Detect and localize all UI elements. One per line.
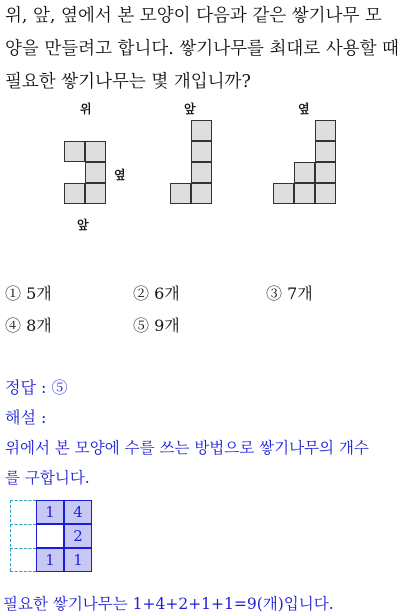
cube-cell: [191, 183, 212, 204]
choice-5[interactable]: [133, 313, 180, 336]
choice-4-mark: ④: [5, 316, 22, 335]
choice-1[interactable]: [5, 281, 52, 304]
cube-cell: [191, 141, 212, 162]
choice-4[interactable]: [5, 313, 52, 336]
explanation-line-1: 위에서 본 모양에 수를 쓰는 방법으로 쌓기나무의 개수: [5, 439, 369, 457]
choice-1-text: 5개: [26, 284, 52, 303]
grid-cell: 1: [36, 500, 64, 524]
dashed-line: [10, 548, 36, 549]
choice-5-text: 9개: [154, 316, 180, 335]
choice-5-mark: ⑤: [133, 316, 150, 335]
dashed-line: [10, 500, 11, 571]
cube-cell: [273, 183, 294, 204]
question-line-2: 양을 만들려고 합니다. 쌓기나무를 최대로 사용할 때: [5, 39, 399, 59]
top-view-front-label: 앞: [77, 218, 89, 232]
dashed-line: [10, 571, 36, 572]
grid-cell: 4: [64, 500, 92, 524]
choice-3[interactable]: [266, 281, 313, 304]
cube-cell: [294, 162, 315, 183]
explanation-label: 해설 :: [5, 408, 47, 427]
answer-line: [5, 375, 68, 398]
side-view-title: 옆: [298, 102, 310, 116]
question-line-1: 위, 앞, 옆에서 본 모양이 다음과 같은 쌓기나무 모: [5, 6, 382, 26]
front-view-title: 앞: [184, 102, 196, 116]
cube-cell: [294, 183, 315, 204]
cube-cell: [315, 183, 336, 204]
cube-cell: [315, 141, 336, 162]
grid-cell: [36, 524, 64, 548]
choice-2[interactable]: [133, 281, 180, 304]
top-view-side-label: 옆: [114, 168, 126, 182]
cube-cell: [85, 183, 106, 204]
dashed-line: [10, 500, 36, 501]
cube-cell: [64, 183, 85, 204]
grid-cell: 2: [64, 524, 92, 548]
choice-4-text: 8개: [26, 316, 52, 335]
answer-label: 정답 :: [5, 378, 47, 397]
choice-2-text: 6개: [154, 284, 180, 303]
explanation-result: 필요한 쌓기나무는 1+4+2+1+1=9(개)입니다.: [3, 595, 334, 613]
dashed-line: [10, 524, 36, 525]
grid-cell: 1: [64, 548, 92, 572]
question-line-3: 필요한 쌓기나무는 몇 개입니까?: [5, 72, 251, 92]
cube-cell: [85, 162, 106, 183]
choice-3-text: 7개: [287, 284, 313, 303]
cube-cell: [85, 141, 106, 162]
cube-cell: [315, 120, 336, 141]
cube-cell: [170, 183, 191, 204]
choice-3-mark: ③: [266, 284, 283, 303]
grid-cell: 1: [36, 548, 64, 572]
cube-cell: [64, 141, 85, 162]
cube-cell: [315, 162, 336, 183]
answer-value: ⑤: [51, 378, 68, 397]
cube-cell: [191, 120, 212, 141]
cube-cell: [191, 162, 212, 183]
choice-2-mark: ②: [133, 284, 150, 303]
choice-1-mark: ①: [5, 284, 22, 303]
top-view-title: 위: [80, 102, 92, 116]
explanation-line-2: 를 구합니다.: [5, 469, 90, 487]
